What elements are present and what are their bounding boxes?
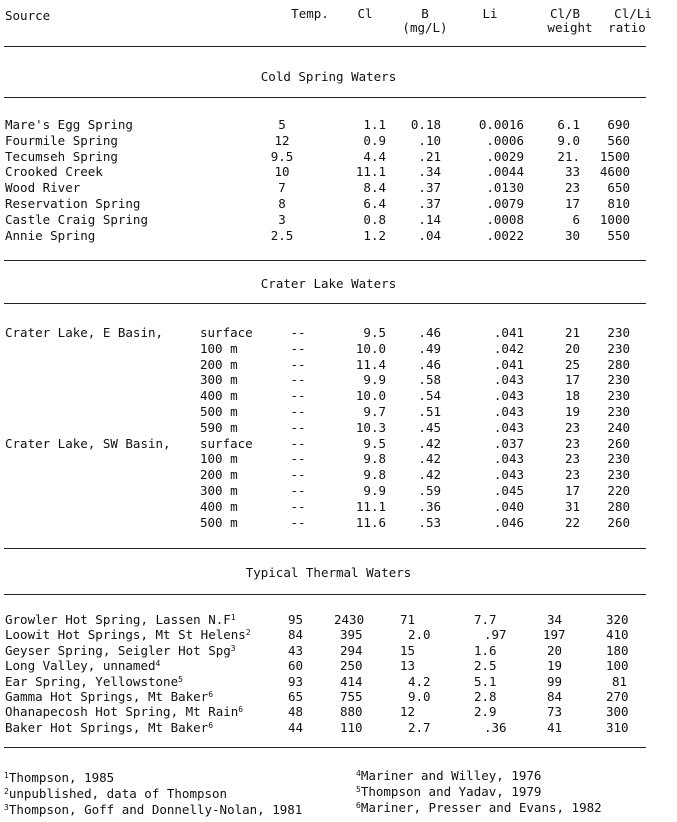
cell-temp: --	[290, 325, 306, 340]
cell-temp: 48	[288, 704, 304, 719]
col-header-ratio: ratio	[608, 20, 646, 35]
cell-clb: 197	[543, 627, 566, 642]
cell-temp: --	[290, 451, 306, 466]
cell-cl: 110	[340, 720, 363, 735]
cell-cl: 880	[340, 704, 363, 719]
cell-clli: 240	[607, 420, 630, 435]
crater-end-rule	[4, 548, 646, 549]
footnote-item: $^4$Mariner and Willey, 1976	[356, 768, 542, 783]
cell-li: .0079	[486, 196, 524, 211]
cell-source: Ohanapecosh Hot Spring, Mt Rain$^6$	[5, 704, 244, 719]
cell-cl: 10.0	[355, 388, 386, 403]
cell-temp: 5	[278, 117, 286, 132]
cell-depth: surface	[200, 325, 253, 340]
cell-li: .0029	[486, 149, 524, 164]
cell-clb: 17	[564, 196, 580, 211]
footnote-ref: 4	[155, 659, 161, 668]
thermal-rule	[4, 594, 646, 595]
cell-depth: 500 m	[200, 515, 238, 530]
cell-clli: 280	[607, 499, 630, 514]
cell-li: .043	[493, 388, 524, 403]
cell-depth: 590 m	[200, 420, 238, 435]
cell-b: .21	[418, 149, 441, 164]
header-rule	[4, 46, 646, 47]
cell-cl: 1.1	[363, 117, 386, 132]
cell-clb: 23	[564, 420, 580, 435]
cell-clli: 230	[607, 467, 630, 482]
cell-cl: 6.4	[363, 196, 386, 211]
cell-source: Annie Spring	[5, 228, 96, 243]
cell-clb: 23	[564, 436, 580, 451]
thermal-end-rule	[4, 747, 646, 748]
cell-temp: 44	[288, 720, 304, 735]
col-header-cl: Cl	[357, 6, 373, 21]
cell-b: .45	[418, 420, 441, 435]
cell-temp: 2.5	[270, 228, 294, 243]
col-header-weight: weight	[547, 20, 593, 35]
cell-source: Mare's Egg Spring	[5, 117, 133, 132]
cell-depth: 300 m	[200, 372, 238, 387]
cell-clb: 6	[572, 212, 580, 227]
cell-source: Baker Hot Springs, Mt Baker$^6$	[5, 720, 214, 735]
cell-clli: 410	[606, 627, 629, 642]
cell-cl: 11.6	[355, 515, 386, 530]
cell-source: Castle Craig Spring	[5, 212, 148, 227]
cell-temp: 84	[288, 627, 304, 642]
cell-b: .49	[418, 341, 441, 356]
footnote-number: 5	[356, 785, 361, 794]
cell-b: .36	[418, 499, 441, 514]
cell-temp: 7	[278, 180, 286, 195]
cell-temp: --	[290, 357, 306, 372]
cell-clb: 17	[564, 372, 580, 387]
cell-temp: --	[290, 515, 306, 530]
cell-b: .37	[418, 180, 441, 195]
footnote-ref: 1	[230, 613, 236, 622]
cell-cl: 755	[340, 689, 363, 704]
cell-b: .34	[418, 164, 441, 179]
cell-temp: 93	[288, 674, 304, 689]
footnote-item: $^2$unpublished, data of Thompson	[4, 786, 228, 801]
cell-cl: 2430	[334, 612, 365, 627]
footnote-ref: 5	[178, 675, 183, 684]
cell-clli: 100	[606, 658, 629, 673]
cell-cl: 9.5	[363, 325, 386, 340]
cell-source: Reservation Spring	[5, 196, 141, 211]
section-title-crater: Crater Lake Waters	[260, 276, 397, 291]
footnote-item: $^3$Thompson, Goff and Donnelly-Nolan, 1981	[4, 802, 303, 817]
cell-clli: 650	[607, 180, 630, 195]
cell-li: .041	[493, 357, 524, 372]
cell-clli: 230	[607, 341, 630, 356]
cell-clb: 17	[564, 483, 580, 498]
cell-source: Long Valley, unnamed$^4$	[5, 658, 161, 673]
cell-depth: 500 m	[200, 404, 238, 419]
cell-temp: --	[290, 499, 306, 514]
cell-clb: 23	[564, 451, 580, 466]
footnote-ref: 6	[208, 690, 214, 699]
cell-cl: 414	[340, 674, 363, 689]
cell-cl: 294	[340, 643, 363, 658]
cell-li: 7.7	[474, 612, 497, 627]
footnote-number: 6	[356, 801, 361, 810]
cell-clli: 230	[607, 372, 630, 387]
cell-source: Fourmile Spring	[5, 133, 118, 148]
cell-temp: 43	[288, 643, 304, 658]
cell-clb: 18	[564, 388, 580, 403]
cell-clb: 6.1	[557, 117, 580, 132]
cell-clli: 560	[607, 133, 630, 148]
cell-b: 13	[400, 658, 416, 673]
col-header-source: Source	[5, 8, 51, 23]
cell-clli: 810	[607, 196, 630, 211]
cell-clli: 260	[607, 436, 630, 451]
cell-source: Crater Lake, SW Basin,	[5, 436, 171, 451]
cell-b: 2.0	[408, 627, 431, 642]
cell-cl: 11.4	[355, 357, 386, 372]
cell-b: 71	[400, 612, 416, 627]
cell-temp: 60	[288, 658, 304, 673]
cell-li: .0006	[486, 133, 524, 148]
cell-b: 9.0	[408, 689, 431, 704]
cell-li: .045	[493, 483, 524, 498]
cell-depth: 200 m	[200, 357, 238, 372]
cell-li: .36	[484, 720, 507, 735]
cell-b: 4.2	[408, 674, 431, 689]
cell-clb: 84	[547, 689, 563, 704]
cell-depth: 400 m	[200, 388, 238, 403]
cell-clb: 33	[564, 164, 580, 179]
cold-end-rule	[4, 260, 646, 261]
footnote-number: 2	[4, 787, 9, 796]
cell-cl: 0.9	[363, 133, 386, 148]
cell-b: .42	[418, 451, 441, 466]
footnote-number: 3	[4, 803, 9, 812]
cell-li: .037	[493, 436, 524, 451]
cell-li: .0022	[486, 228, 524, 243]
col-header-clli: Cl/Li	[614, 6, 652, 21]
cell-li: 2.9	[474, 704, 497, 719]
cell-temp: --	[290, 483, 306, 498]
cell-clli: 300	[606, 704, 629, 719]
cell-li: .043	[493, 420, 524, 435]
cell-li: 2.5	[474, 658, 497, 673]
cell-temp: --	[290, 436, 306, 451]
cell-clb: 9.0	[557, 133, 580, 148]
cell-source: Geyser Spring, Seigler Hot Spg$^3$	[5, 643, 236, 658]
cell-temp: --	[290, 404, 306, 419]
cell-clb: 99	[547, 674, 563, 689]
col-header-b: B	[421, 6, 429, 21]
cell-source: Crater Lake, E Basin,	[5, 325, 164, 340]
col-header-units: (mg/L)	[402, 20, 448, 35]
cell-source: Wood River	[5, 180, 81, 195]
cell-clli: 1000	[599, 212, 630, 227]
cell-temp: 9.5	[270, 149, 294, 164]
section-title-cold: Cold Spring Waters	[260, 69, 397, 84]
cell-cl: 250	[340, 658, 363, 673]
cold-rule	[4, 97, 646, 98]
cell-li: .0008	[486, 212, 524, 227]
cell-temp: 65	[288, 689, 304, 704]
cell-clb: 21.	[557, 149, 580, 164]
cell-b: 0.18	[410, 117, 441, 132]
cell-cl: 10.0	[355, 341, 386, 356]
cell-temp: 95	[288, 612, 304, 627]
cell-clli: 270	[606, 689, 629, 704]
cell-b: .53	[418, 515, 441, 530]
cell-clb: 19	[547, 658, 563, 673]
cell-cl: 4.4	[363, 149, 386, 164]
cell-clli: 280	[607, 357, 630, 372]
cell-temp: 10	[274, 164, 290, 179]
footnote-item: $^5$Thompson and Yadav, 1979	[356, 784, 542, 799]
cell-cl: 9.9	[363, 483, 386, 498]
cell-source: Gamma Hot Springs, Mt Baker$^6$	[5, 689, 214, 704]
cell-clb: 41	[547, 720, 563, 735]
cell-b: .14	[418, 212, 441, 227]
cell-clb: 30	[564, 228, 580, 243]
cell-b: .10	[418, 133, 441, 148]
cell-b: .46	[418, 357, 441, 372]
cell-clli: 320	[606, 612, 629, 627]
cell-cl: 9.8	[363, 451, 386, 466]
cell-b: .58	[418, 372, 441, 387]
cell-b: .42	[418, 467, 441, 482]
cell-b: 2.7	[408, 720, 431, 735]
cell-clb: 34	[547, 612, 563, 627]
col-header-li: Li	[482, 6, 498, 21]
cell-clb: 25	[564, 357, 580, 372]
cell-depth: 300 m	[200, 483, 238, 498]
cell-clb: 20	[547, 643, 563, 658]
cell-b: .46	[418, 325, 441, 340]
cell-cl: 0.8	[363, 212, 386, 227]
cell-clb: 31	[564, 499, 580, 514]
cell-b: .54	[418, 388, 441, 403]
cell-clli: 4600	[599, 164, 630, 179]
cell-cl: 11.1	[355, 164, 386, 179]
cell-clli: 230	[607, 325, 630, 340]
cell-b: .51	[418, 404, 441, 419]
cell-clli: 1500	[599, 149, 630, 164]
cell-li: 1.6	[474, 643, 497, 658]
cell-cl: 11.1	[355, 499, 386, 514]
footnote-number: 4	[356, 769, 361, 778]
cell-depth: 100 m	[200, 341, 238, 356]
cell-source: Ear Spring, Yellowstone$^5$	[5, 674, 183, 689]
cell-temp: --	[290, 388, 306, 403]
cell-temp: --	[290, 420, 306, 435]
footnote-ref: 6	[208, 721, 214, 730]
cell-depth: 400 m	[200, 499, 238, 514]
cell-clb: 23	[564, 180, 580, 195]
cell-temp: --	[290, 372, 306, 387]
cell-b: .04	[418, 228, 441, 243]
cell-clb: 73	[547, 704, 563, 719]
cell-li: .043	[493, 467, 524, 482]
cell-source: Crooked Creek	[5, 164, 103, 179]
footnote-ref: 6	[238, 705, 244, 714]
cell-li: .043	[493, 404, 524, 419]
cell-clli: 180	[606, 643, 629, 658]
cell-li: .0044	[486, 164, 524, 179]
cell-li: .046	[493, 515, 524, 530]
cell-clli: 230	[607, 404, 630, 419]
cell-clb: 20	[564, 341, 580, 356]
cell-cl: 9.9	[363, 372, 386, 387]
cell-temp: 3	[278, 212, 286, 227]
cell-depth: 100 m	[200, 451, 238, 466]
cell-li: 2.8	[474, 689, 497, 704]
cell-clb: 19	[564, 404, 580, 419]
cell-clb: 23	[564, 467, 580, 482]
cell-li: .97	[484, 627, 507, 642]
footnote-number: 1	[4, 771, 9, 780]
cell-li: .043	[493, 451, 524, 466]
section-title-thermal: Typical Thermal Waters	[245, 565, 412, 580]
cell-b: .59	[418, 483, 441, 498]
footnote-ref: 3	[230, 644, 236, 653]
cell-b: .37	[418, 196, 441, 211]
cell-b: 12	[400, 704, 416, 719]
cell-cl: 395	[340, 627, 363, 642]
cell-cl: 9.7	[363, 404, 386, 419]
cell-cl: 1.2	[363, 228, 386, 243]
footnote-ref: 2	[245, 628, 251, 637]
cell-temp: --	[290, 341, 306, 356]
cell-cl: 9.8	[363, 467, 386, 482]
cell-clli: 550	[607, 228, 630, 243]
cell-clli: 260	[607, 515, 630, 530]
footnote-item: $^1$Thompson, 1985	[4, 770, 115, 785]
cell-b: 15	[400, 643, 416, 658]
cell-clli: 230	[607, 388, 630, 403]
cell-clb: 22	[564, 515, 580, 530]
col-header-temp: Temp.	[291, 6, 329, 21]
cell-cl: 9.5	[363, 436, 386, 451]
cell-clli: 230	[607, 451, 630, 466]
cell-temp: 8	[278, 196, 286, 211]
cell-clli: 220	[607, 483, 630, 498]
cell-li: .040	[493, 499, 524, 514]
cell-temp: --	[290, 467, 306, 482]
cell-li: .041	[493, 325, 524, 340]
cell-depth: surface	[200, 436, 253, 451]
cell-cl: 8.4	[363, 180, 386, 195]
cell-clli: 81	[612, 674, 628, 689]
cell-cl: 10.3	[355, 420, 386, 435]
crater-rule	[4, 303, 646, 304]
cell-li: .042	[493, 341, 524, 356]
cell-source: Loowit Hot Springs, Mt St Helens$^2$	[5, 627, 251, 642]
cell-clli: 690	[607, 117, 630, 132]
cell-temp: 12	[274, 133, 290, 148]
cell-li: 5.1	[474, 674, 497, 689]
cell-clb: 21	[564, 325, 580, 340]
cell-source: Tecumseh Spring	[5, 149, 118, 164]
col-header-clb: Cl/B	[549, 6, 581, 21]
cell-b: .42	[418, 436, 441, 451]
cell-clli: 310	[606, 720, 629, 735]
cell-li: 0.0016	[478, 117, 524, 132]
footnote-item: $^6$Mariner, Presser and Evans, 1982	[356, 800, 602, 815]
cell-li: .043	[493, 372, 524, 387]
cell-depth: 200 m	[200, 467, 238, 482]
cell-li: .0130	[486, 180, 524, 195]
cell-source: Growler Hot Spring, Lassen $N.F^1$	[5, 612, 236, 627]
